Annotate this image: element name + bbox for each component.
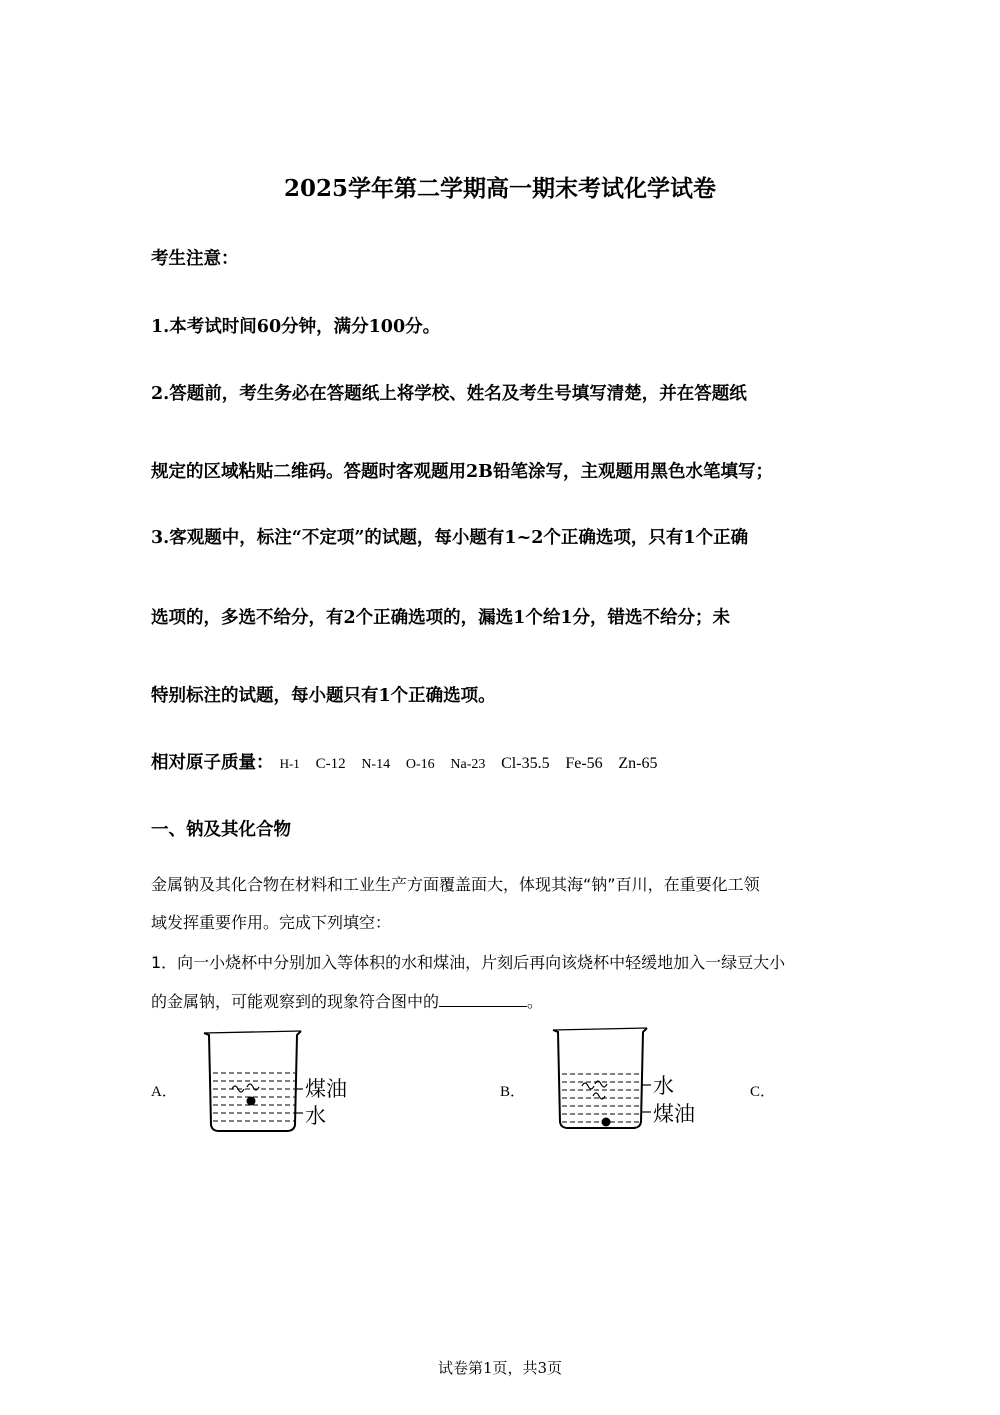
page-footer: 试卷第1页，共3页 (437, 1359, 563, 1377)
notice-line-6: 特别标注的试题，每小题只有1个正确选项。 (151, 686, 496, 706)
mass-na: Na-23 (450, 757, 486, 772)
option-b-label: B． (500, 1084, 526, 1100)
mass-cl: Cl-35.5 (501, 755, 550, 772)
option-c-label: C． (750, 1084, 776, 1100)
section-heading: 一、钠及其化合物 (151, 820, 291, 840)
mass-h: H-1 (279, 756, 300, 771)
sodium-piece-b (602, 1118, 611, 1127)
section-intro-line-2: 域发挥重要作用。完成下列填空： (151, 913, 392, 932)
question-1-period: 。 (527, 992, 544, 1011)
answer-blank (439, 992, 527, 1007)
mass-zn: Zn-65 (618, 755, 658, 772)
label-lower-a: 水 (305, 1104, 326, 1128)
question-1-text: 的金属钠，可能观察到的现象符合图中的 (151, 992, 440, 1011)
label-upper-a: 煤油 (305, 1077, 347, 1101)
notice-line-4: 3.客观题中，标注“不定项”的试题，每小题有1~2个正确选项，只有1个正确 (151, 528, 749, 548)
option-a-label: A． (151, 1084, 177, 1100)
mass-fe: Fe-56 (565, 755, 603, 772)
mass-o: O-16 (405, 757, 435, 772)
notice-heading: 考生注意： (151, 249, 239, 269)
exam-title: 2025学年第二学期高一期末考试化学试卷 (283, 175, 716, 202)
sodium-piece-a (247, 1097, 256, 1106)
question-1-line-2 (151, 989, 543, 1012)
atomic-mass-values (280, 756, 670, 772)
beaker-diagram-b (545, 1022, 720, 1132)
section-intro-line-1: 金属钠及其化合物在材料和工业生产方面覆盖面大，体现其海“钠”百川，在重要化工领 (151, 875, 760, 894)
label-lower-b: 煤油 (653, 1102, 695, 1126)
notice-line-2: 2.答题前，考生务必在答题纸上将学校、姓名及考生号填写清楚，并在答题纸 (151, 384, 747, 404)
notice-line-5: 选项的，多选不给分，有2个正确选项的，漏选1个给1分，错选不给分；未 (151, 608, 731, 628)
atomic-mass-row (151, 749, 670, 774)
notice-line-3: 规定的区域粘贴二维码。答题时客观题用2B铅笔涂写，主观题用黑色水笔填写； (151, 462, 773, 482)
mass-c: C-12 (315, 756, 346, 772)
mass-n: N-14 (361, 757, 391, 772)
notice-line-1: 1.本考试时间60分钟，满分100分。 (151, 317, 441, 337)
beaker-diagram-a (195, 1025, 370, 1135)
atomic-mass-label: 相对原子质量： (151, 753, 274, 773)
question-1-line-1: 1．向一小烧杯中分别加入等体积的水和煤油，片刻后再向该烧杯中轻缓地加入一绿豆大小 (151, 953, 786, 972)
label-upper-b: 水 (653, 1074, 674, 1098)
